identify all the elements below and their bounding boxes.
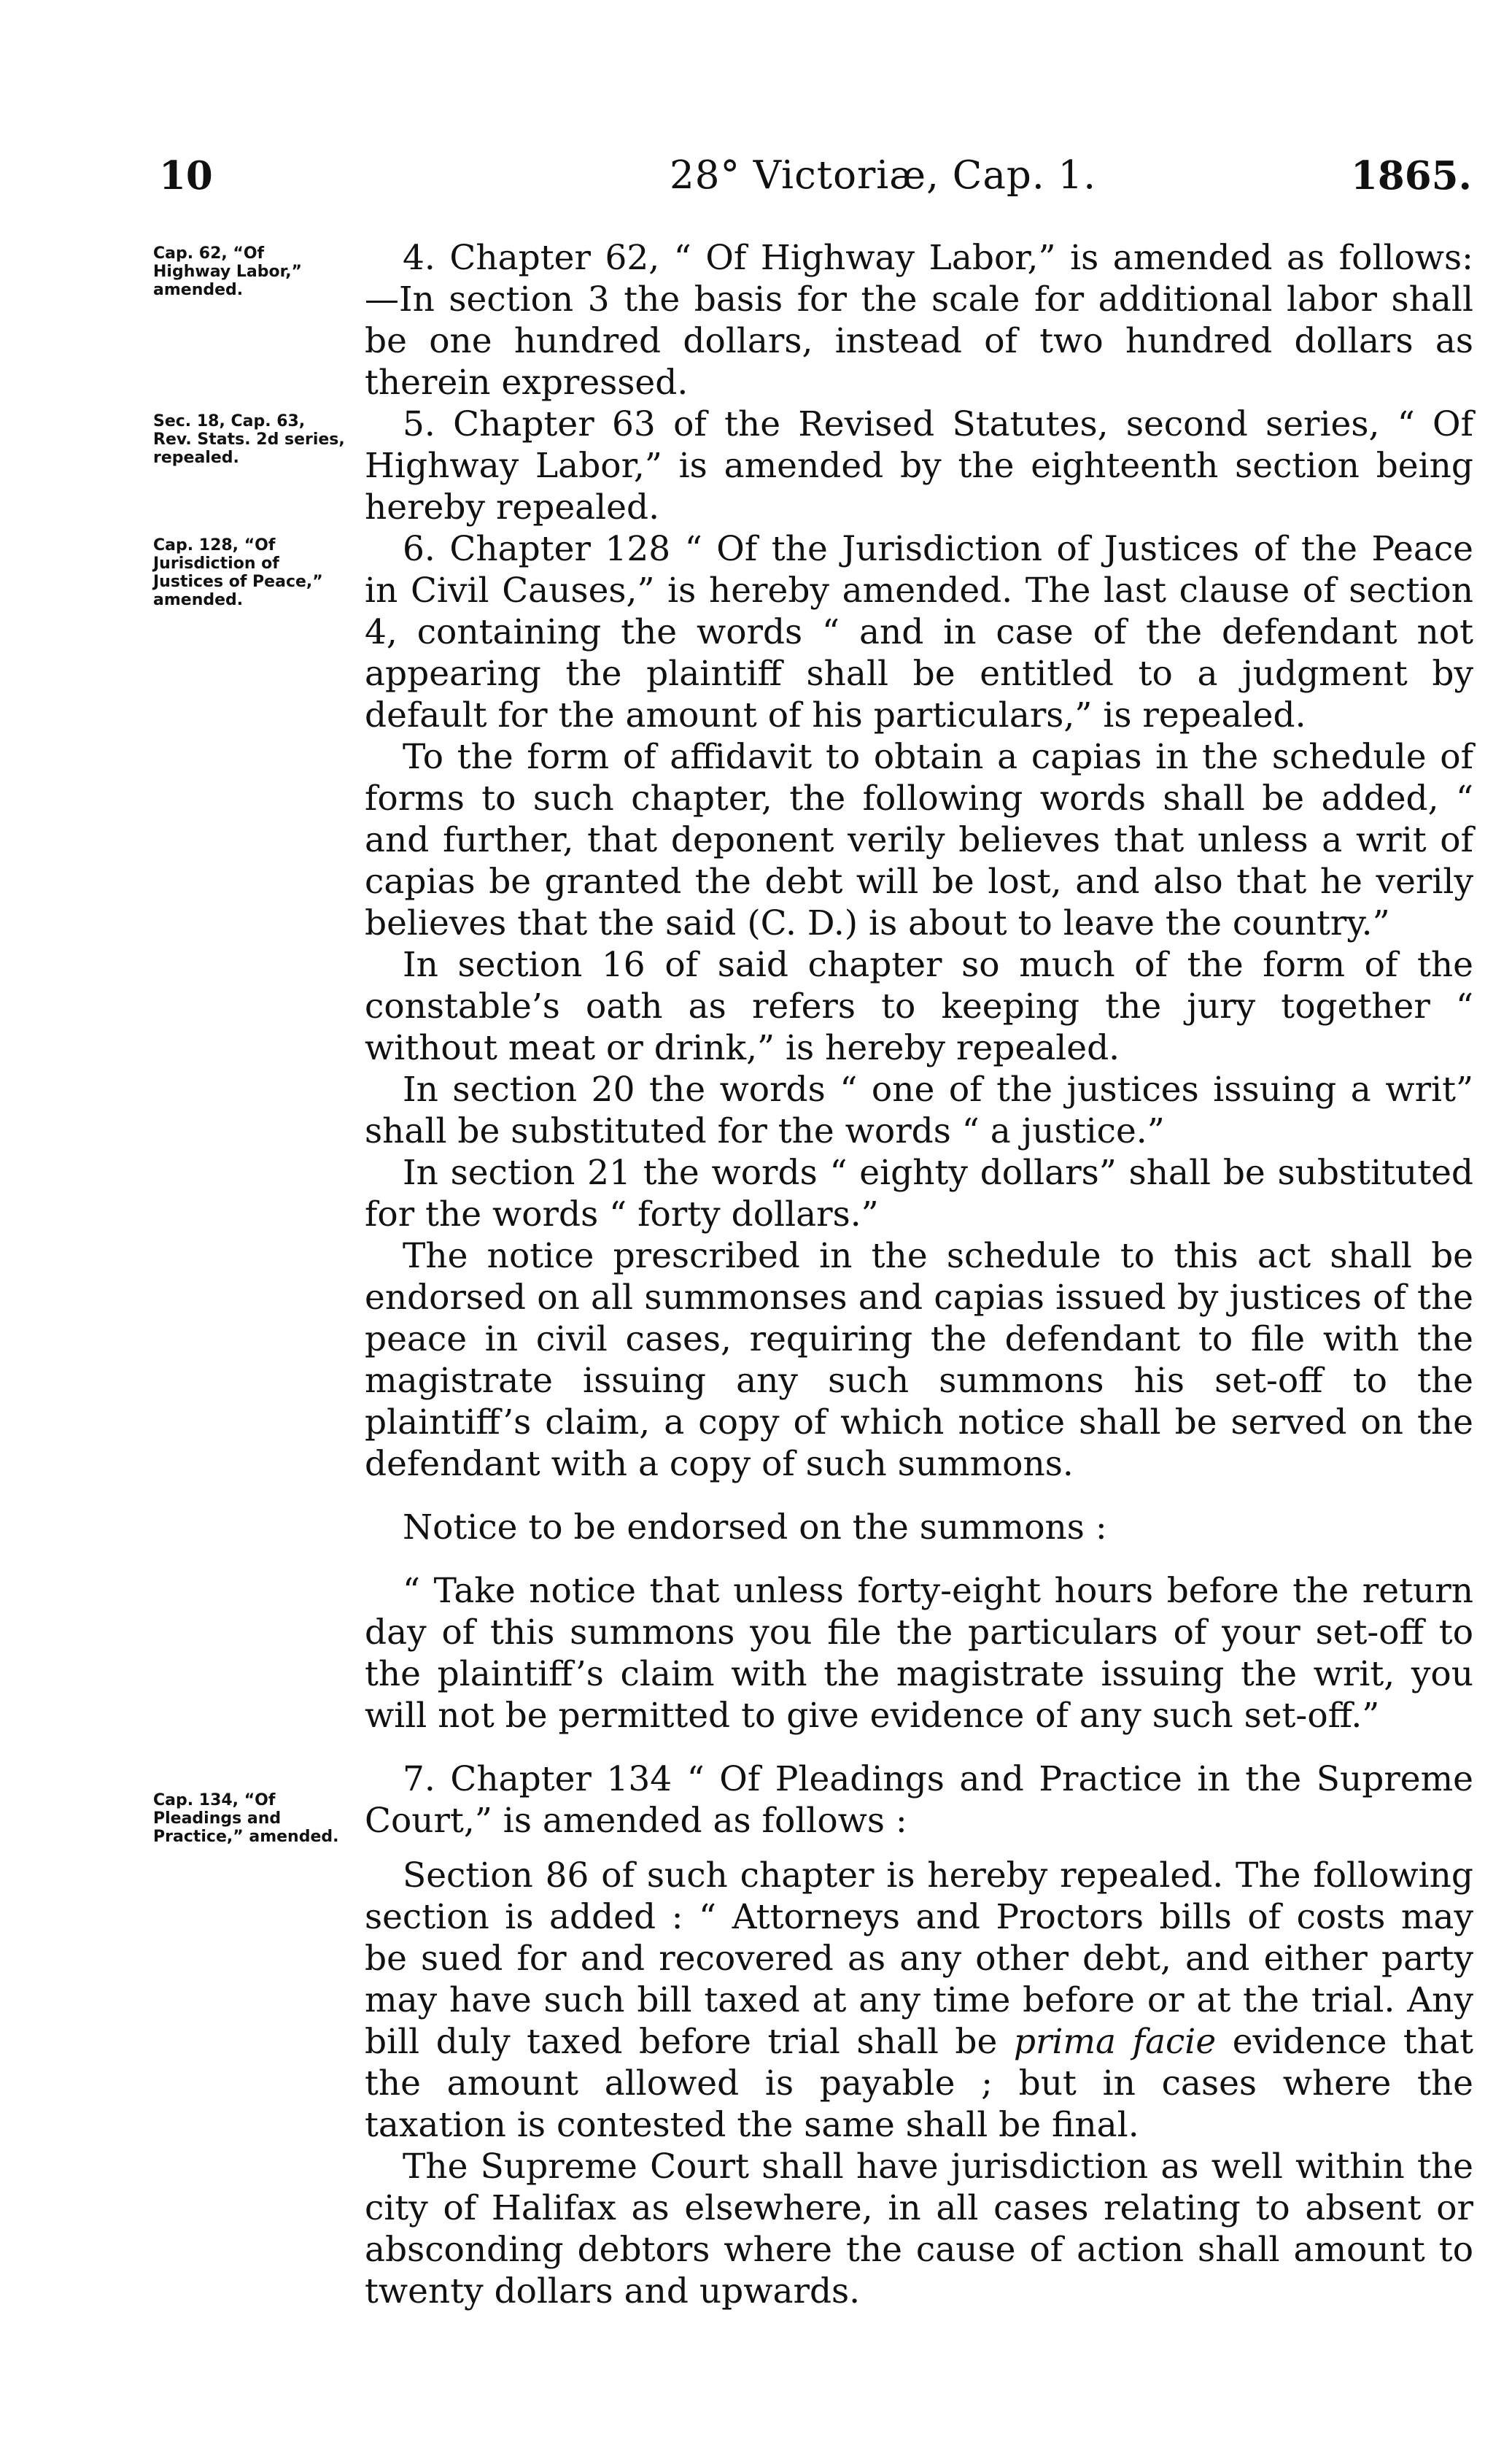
prima-facie-phrase: prima facie [1013,2022,1217,2062]
running-header [159,153,1472,212]
statute-text [365,237,1473,2312]
paragraph-notice-prescribed: The notice prescribed in the schedule to this act shall be endorsed on all summonses and capias issued by justices of the peace in civil cases, requiring the defendant to file with the magistrate issuing any such summons his set-off to the plaintiff’s claim, a copy of which notice shall be served on the defendant with a copy of such summons. [365,1236,1473,1484]
running-title: 28° Victoriæ, Cap. 1. [670,153,1097,198]
paragraph-section-6: 6. Chapter 128 “ Of the Jurisdiction of Justices of the Peace in Civil Causes,” is hereby amended. The last clause of section 4, containing the words “ and in case of the defendant not appearing the plaintiff shall be entitled to a judgment by default for the amount of his particulars,” is repealed. [365,529,1473,735]
paragraph-section-20: In section 20 the words “ one of the justices issuing a writ” shall be substituted for the words “ a justice.” [365,1070,1473,1151]
paragraph-section-5: 5. Chapter 63 of the Revised Statutes, second series, “ Of Highway Labor,” is amended by the eighteenth section being hereby repealed. [365,404,1473,528]
page-number: 10 [159,153,213,198]
margin-note-sec-18: Sec. 18, Cap. 63, Rev. Stats. 2d series, repealed. [153,412,345,467]
margin-note-cap-134: Cap. 134, “Of Pleadings and Practice,” amended. [153,1791,339,1846]
paragraph-section-21: In section 21 the words “ eighty dollars” shall be substituted for the words “ forty dollars.” [365,1153,1473,1235]
paragraph-section-16: In section 16 of said chapter so much of the form of the constable’s oath as refers to keeping the jury together “ without meat or drink,” is hereby repealed. [365,945,1473,1068]
paragraph-section-7: 7. Chapter 134 “ Of Pleadings and Practice in the Supreme Court,” is amended as follows : [365,1759,1473,1841]
paragraph-section-86-text-b: evidence that the amount allowed is payable ; but in cases where the taxation is contested the same shall be final. [365,2022,1473,2145]
paragraph-section-86 [365,1855,1473,2146]
paragraph-notice-heading: Notice to be endorsed on the summons : [403,1507,1107,1548]
margin-note-cap-128: Cap. 128, “Of Jurisdiction of Justices of Peace,” amended. [153,536,323,609]
paragraph-notice-text: “ Take notice that unless forty-eight hours before the return day of this summons you file the particulars of your set-off to the plaintiff’s claim with the magistrate issuing the writ, you will not be permitted to give evidence of any such set-off.” [365,1571,1473,1736]
paragraph-affidavit-form: To the form of affidavit to obtain a capias in the schedule of forms to such chapter, the following words shall be added, “ and further, that deponent verily believes that unless a writ of capias be granted the debt will be lost, and also that he verily believes that the said (C. D.) is about to leave the country.” [365,737,1473,943]
paragraph-supreme-court-jurisdiction: The Supreme Court shall have jurisdiction as well within the city of Halifax as elsewhere, in all cases relating to absent or absconding debtors where the cause of action shall amount to twenty dollars and upwards. [365,2147,1473,2311]
paragraph-section-86-text-a: Section 86 of such chapter is hereby repealed. The following section is added : “ Attorneys and Proctors bills of costs may be sued for and recovered as any other debt, and either party may have such bill taxed at any time before or at the trial. Any bill duly taxed before trial shall be [365,1855,1473,2062]
margin-note-cap-62: Cap. 62, “Of Highway Labor,” amended. [153,244,303,299]
header-year: 1865. [1351,153,1472,198]
paragraph-section-4: 4. Chapter 62, “ Of Highway Labor,” is amended as follows:—In section 3 the basis for the scale for additional labor shall be one hundred dollars, instead of two hundred dollars as therein expressed. [365,238,1473,403]
